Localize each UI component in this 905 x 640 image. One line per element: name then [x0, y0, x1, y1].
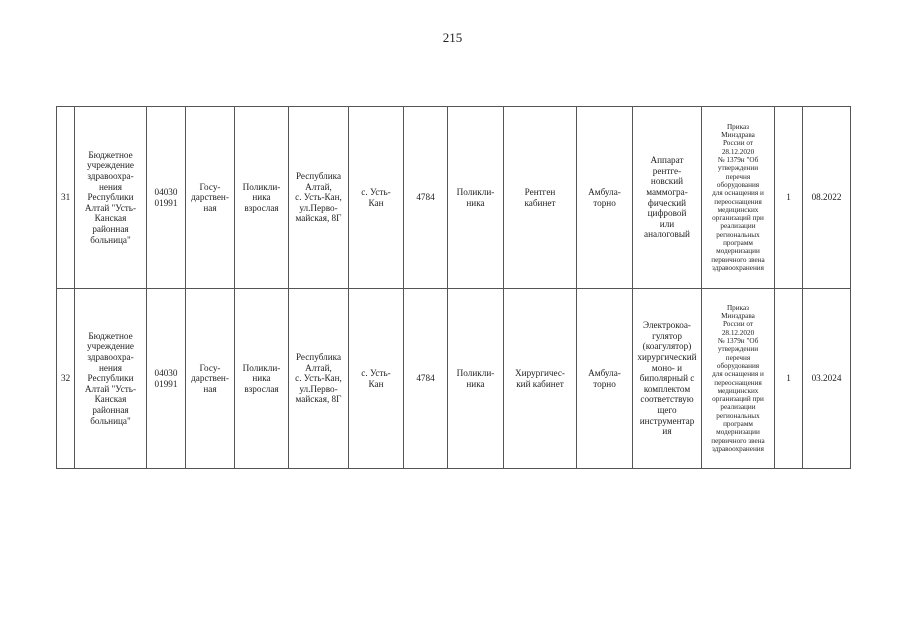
equipment-name: Аппарат рентге- новский маммогра- фический цифровой или аналоговый: [633, 107, 702, 289]
organization-code: 04030 01991: [147, 289, 186, 469]
equipment-table: [56, 106, 851, 469]
room: Рентген кабинет: [504, 107, 577, 289]
population: 4784: [404, 107, 448, 289]
equipment-name: Электрокоа- гулятор (коагулятор) хирургический моно- и биполярный с комплектом соответствую щего инструментар ия: [633, 289, 702, 469]
care-conditions: Амбула- торно: [577, 107, 633, 289]
delivery-date: 08.2022: [803, 107, 851, 289]
unit: Поликли- ника: [448, 107, 504, 289]
clinic-type: Поликли- ника взрослая: [235, 107, 289, 289]
unit: Поликли- ника: [448, 289, 504, 469]
room: Хирургичес- кий кабинет: [504, 289, 577, 469]
page-number: 215: [442, 30, 463, 45]
care-conditions: Амбула- торно: [577, 289, 633, 469]
settlement: с. Усть- Кан: [349, 107, 404, 289]
row-number: 32: [57, 289, 75, 469]
ownership-form: Госу- дарствен- ная: [186, 107, 235, 289]
settlement: с. Усть- Кан: [349, 289, 404, 469]
organization-name: Бюджетное учреждение здравоохра- нения Республики Алтай "Усть- Канская районная больница": [75, 289, 147, 469]
organization-name: Бюджетное учреждение здравоохра- нения Республики Алтай "Усть- Канская районная больница": [75, 107, 147, 289]
ownership-form: Госу- дарствен- ная: [186, 289, 235, 469]
row-number: 31: [57, 107, 75, 289]
table-row: [57, 107, 851, 289]
table-row: [57, 289, 851, 469]
quantity: 1: [775, 289, 803, 469]
quantity: 1: [775, 107, 803, 289]
population: 4784: [404, 289, 448, 469]
legal-basis: Приказ Минздрава России от 28.12.2020 № 1379н "Об утверждении перечня оборудования для оснащения и переоснащения медицинских организаций при реализации региональных программ модернизации первичного звена здравоохранения: [702, 107, 775, 289]
organization-code: 04030 01991: [147, 107, 186, 289]
delivery-date: 03.2024: [803, 289, 851, 469]
clinic-type: Поликли- ника взрослая: [235, 289, 289, 469]
address: Республика Алтай, с. Усть-Кан, ул.Перво- майская, 8Г: [289, 107, 349, 289]
address: Республика Алтай, с. Усть-Кан, ул.Перво- майская, 8Г: [289, 289, 349, 469]
legal-basis: Приказ Минздрава России от 28.12.2020 № 1379н "Об утверждении перечня оборудования для оснащения и переоснащения медицинских организаций при реализации региональных программ модернизации первичного звена здравоохранения: [702, 289, 775, 469]
